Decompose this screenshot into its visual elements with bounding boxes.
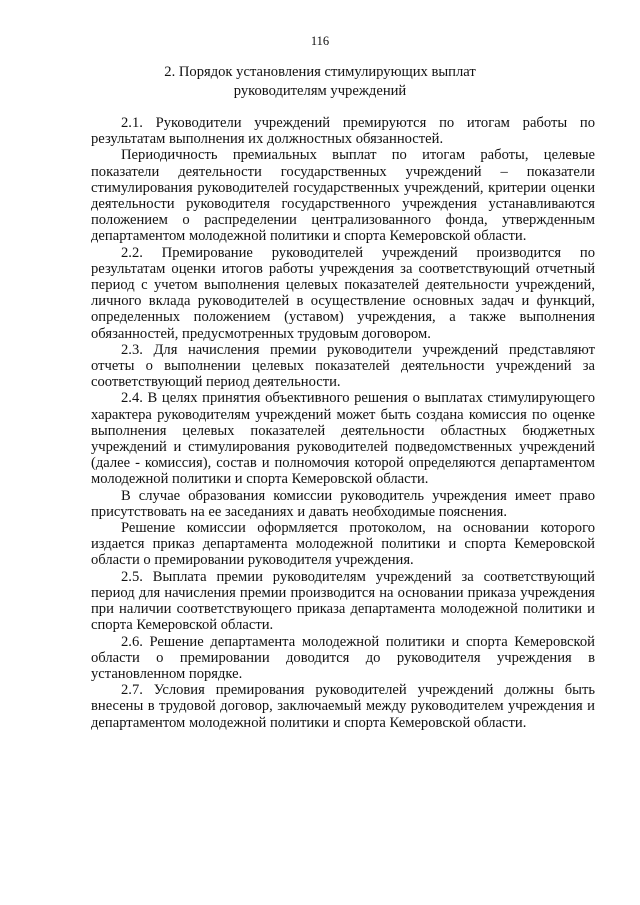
section-heading-line-1: 2. Порядок установления стимулирующих выплат xyxy=(164,64,476,80)
paragraph-2-7: 2.7. Условия премирования руководителей учреждений должны быть внесены в трудовой договор, заключаемый между руководителем учреждения и департаментом молодежной политики и спорта Кемеровской области. xyxy=(91,682,595,731)
page-number: 116 xyxy=(310,34,330,48)
paragraph-periodicity: Периодичность премиальных выплат по итогам работы, целевые показатели деятельности государственных учреждений – показатели стимулирования руководителей государственных учреждений, критерии оценки деятельности руководителя государственного учреждения устанавливаются положением о распределении централизованного фонда, утвержденным департаментом молодежной политики и спорта Кемеровской области. xyxy=(91,147,595,245)
paragraph-2-1: 2.1. Руководители учреждений премируются по итогам работы по результатам выполнения их должностных обязанностей. xyxy=(91,115,595,148)
paragraph-2-2: 2.2. Премирование руководителей учреждений производится по результатам оценки итогов работы учреждения за соответствующий отчетный период с учетом выполнения целевых показателей деятельности учреждений, личного вклада руководителей в осуществление основных задач и функций, определенных положением (уставом) учреждения, а также выполнения обязанностей, предусмотренных трудовым договором. xyxy=(91,244,595,342)
paragraph-2-4: 2.4. В целях принятия объективного решения о выплатах стимулирующего характера руководителям учреждений может быть создана комиссия по оценке выполнения целевых показателей деятельности областных бюджетных учреждений и стимулирования руководителей подведомственных учреждений (далее - комиссия), состав и полномочия которой определяются департаментом молодежной политики и спорта Кемеровской области. xyxy=(91,390,595,488)
section-heading xyxy=(90,63,550,101)
section-heading-line-2: руководителям учреждений xyxy=(233,83,407,99)
paragraph-commission-attendance: В случае образования комиссии руководитель учреждения имеет право присутствовать на ее заседаниях и давать необходимые пояснения. xyxy=(91,487,595,520)
paragraph-2-6: 2.6. Решение департамента молодежной политики и спорта Кемеровской области о премировании доводится до руководителя учреждения в установленном порядке. xyxy=(91,633,595,682)
paragraph-2-3: 2.3. Для начисления премии руководители учреждений представляют отчеты о выполнении целевых показателей деятельности учреждений за соответствующий период деятельности. xyxy=(91,341,595,391)
paragraph-2-5: 2.5. Выплата премии руководителям учреждений за соответствующий период для начисления премии производится на основании приказа учреждения при наличии соответствующего приказа департамента молодежной политики и спорта Кемеровской области. xyxy=(91,568,595,634)
paragraph-commission-decision: Решение комиссии оформляется протоколом, на основании которого издается приказ департамента молодежной политики и спорта Кемеровской области о премировании руководителя учреждения. xyxy=(91,520,595,569)
document-body xyxy=(91,115,595,731)
